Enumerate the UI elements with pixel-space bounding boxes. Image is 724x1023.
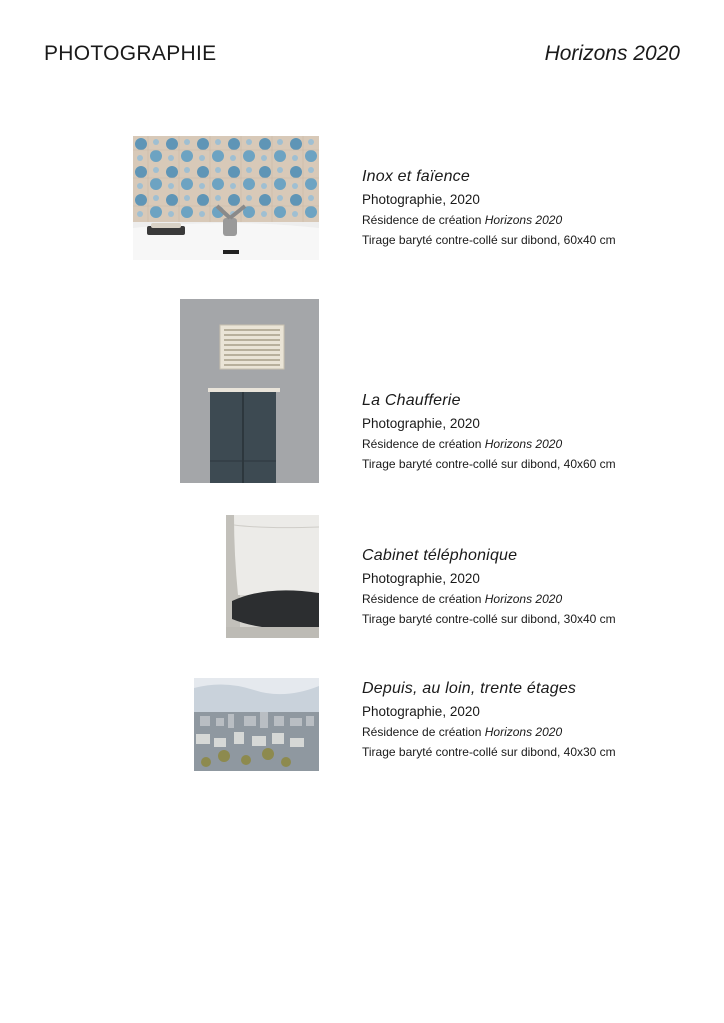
work-4-title: Depuis, au loin, trente étages	[362, 680, 577, 697]
work-3-medium: Photographie, 2020	[362, 571, 480, 586]
work-4-residency: Résidence de création Horizons 2020	[362, 725, 563, 739]
work-3-print: Tirage baryté contre-collé sur dibond, 30x40 cm	[362, 612, 616, 626]
work-2-print: Tirage baryté contre-collé sur dibond, 40x60 cm	[362, 457, 616, 471]
work-4-image	[194, 678, 319, 771]
work-2-medium: Photographie, 2020	[362, 416, 480, 431]
work-1-image	[133, 136, 319, 260]
work-1-medium: Photographie, 2020	[362, 192, 480, 207]
work-3-title: Cabinet téléphonique	[362, 547, 518, 564]
work-2-title: La Chaufferie	[362, 392, 461, 409]
section-title: PHOTOGRAPHIE	[44, 42, 217, 65]
work-1-print: Tirage baryté contre-collé sur dibond, 60x40 cm	[362, 233, 616, 247]
work-2-residency: Résidence de création Horizons 2020	[362, 437, 563, 451]
work-4-medium: Photographie, 2020	[362, 704, 480, 719]
series-title: Horizons 2020	[544, 42, 680, 65]
work-3-residency: Résidence de création Horizons 2020	[362, 592, 563, 606]
work-1-title: Inox et faïence	[362, 168, 470, 185]
work-2-image	[180, 299, 319, 483]
work-4-print: Tirage baryté contre-collé sur dibond, 40x30 cm	[362, 745, 616, 759]
work-3-image	[226, 515, 319, 638]
work-1-residency: Résidence de création Horizons 2020	[362, 213, 563, 227]
